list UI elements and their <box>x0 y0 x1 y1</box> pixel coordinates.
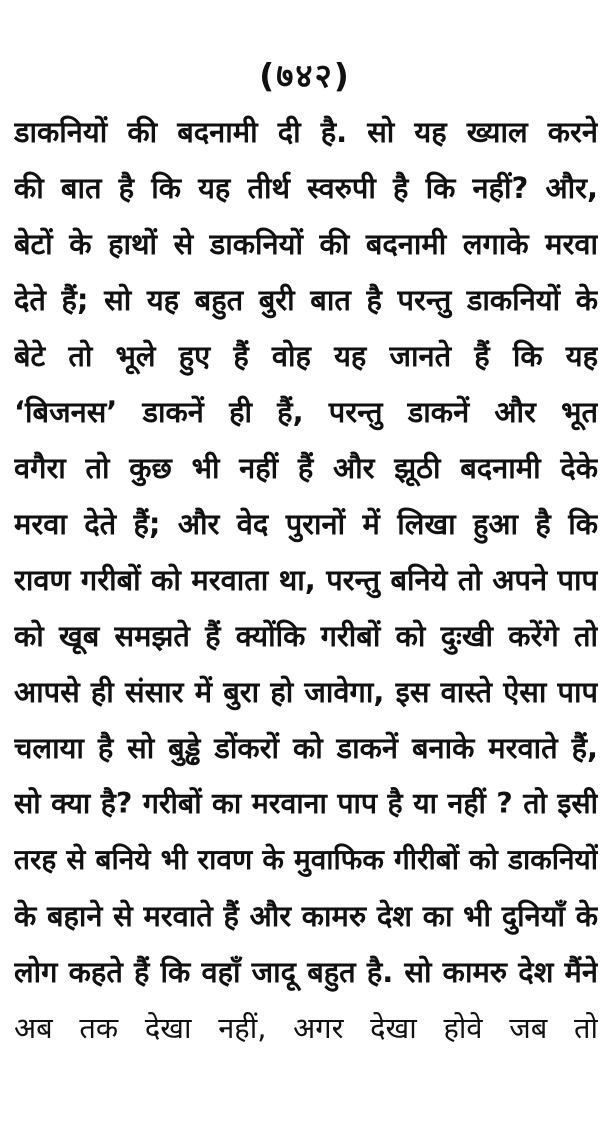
text-line: लोग कहते हैं कि वहाँ जादू बहुत है. सो कामरु देश मैंने <box>14 955 598 989</box>
text-line: मरवा देते हैं; और वेद पुरानों में लिखा हुआ है कि <box>14 507 598 541</box>
text-line: ‘बिजनस’ डाकनें ही हैं, परन्तु डाकनें और भूत <box>14 395 598 429</box>
text-line: के बहाने से मरवाते हैं और कामरु देश का भी दुनियाँ के <box>14 899 598 933</box>
text-line: वगैरा तो कुछ भी नहीं हैं और झूठी बदनामी देके <box>14 451 598 485</box>
text-line: सो क्या है? गरीबों का मरवाना पाप है या नहीं ? तो इसी <box>14 787 598 820</box>
text-line: अब तक देखा नहीं, अगर देखा होवे जब तो <box>14 1011 598 1045</box>
text-line: को खूब समझते हैं क्योंकि गरीबों को दुःखी करेंगे तो <box>14 619 598 653</box>
text-line: देते हैं; सो यह बहुत बुरी बात है परन्तु डाकनियों के <box>14 283 598 317</box>
text-line: चलाया है सो बुड्ढे डोंकरों को डाकनें बनाके मरवाते हैं, <box>14 731 598 765</box>
text-line: रावण गरीबों को मरवाता था, परन्तु बनिये तो अपने पाप <box>14 563 598 597</box>
text-line: बेटों के हाथों से डाकनियों की बदनामी लगाके मरवा <box>14 227 598 261</box>
text-line: की बात है कि यह तीर्थ स्वरुपी है कि नहीं? और, <box>14 171 598 205</box>
text-line: डाकनियों की बदनामी दी है. सो यह ख्याल करने <box>14 115 598 149</box>
text-line: बेटे तो भूले हुए हैं वोह यह जानते हैं कि यह <box>14 339 598 373</box>
text-line: आपसे ही संसार में बुरा हो जावेगा, इस वास्ते ऐसा पाप <box>14 675 598 709</box>
page-number: (७४२) <box>259 56 351 95</box>
page-body-text <box>14 104 598 1056</box>
text-line: तरह से बनिये भी रावण के मुवाफिक गीरीबों को डाकनियों <box>14 843 598 876</box>
